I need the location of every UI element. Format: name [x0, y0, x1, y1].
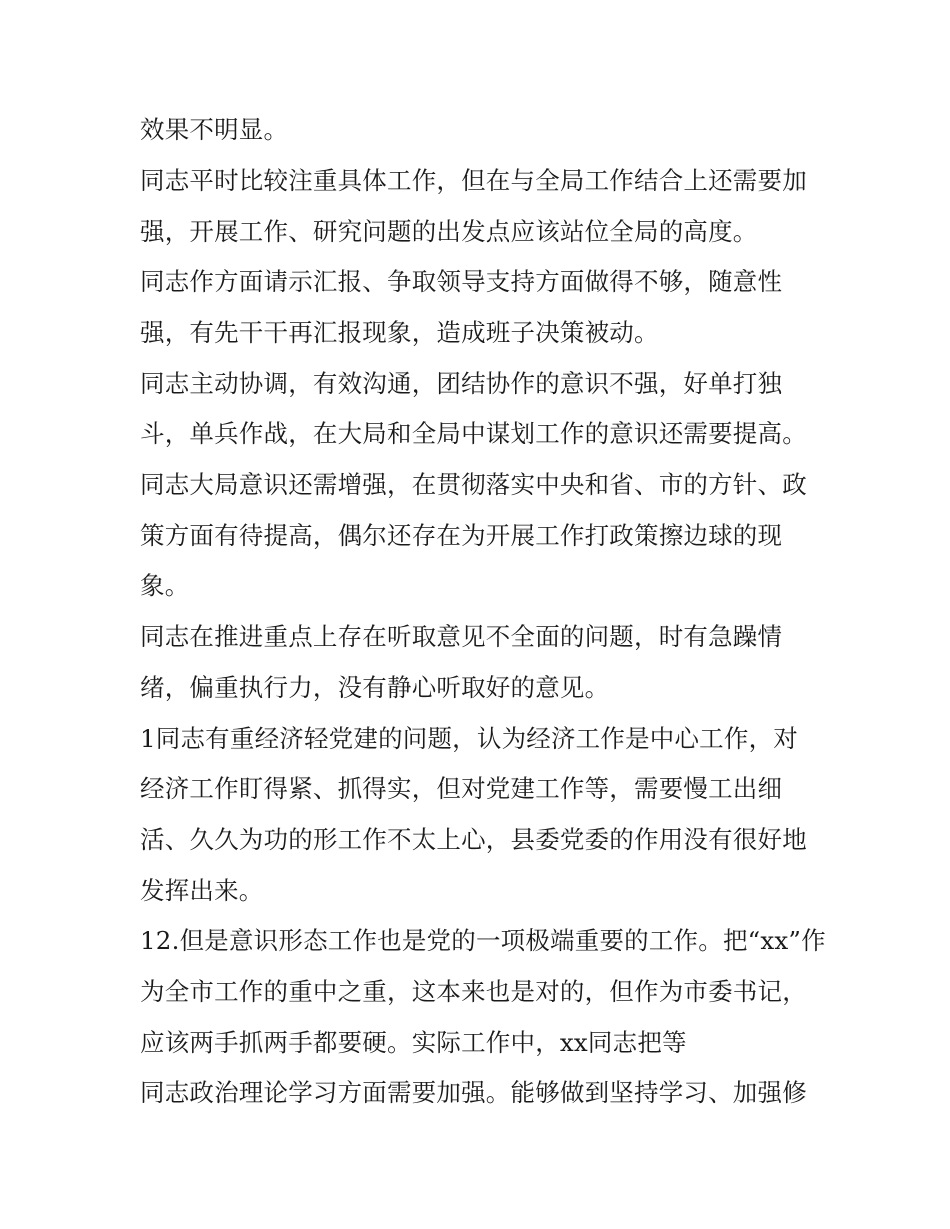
text-line: 为全市工作的重中之重，这本来也是对的，但作为市委书记，: [140, 977, 807, 1006]
text-line: 同志在推进重点上存在听取意见不全面的问题，时有急躁情: [140, 622, 783, 651]
text-line: 象。: [140, 571, 190, 600]
text-line: 应该两手抓两手都要硬。实际工作中，xx同志把等: [140, 1028, 687, 1057]
text-line: 活、久久为功的形工作不太上心，县委党委的作用没有很好地: [140, 825, 807, 854]
text-line: 强，开展工作、研究问题的出发点应该站位全局的高度。: [140, 217, 758, 246]
text-line: 效果不明显。: [140, 115, 289, 144]
text-line: 同志大局意识还需增强，在贯彻落实中央和省、市的方针、政: [140, 470, 807, 499]
text-line: 策方面有待提高，偶尔还存在为开展工作打政策擦边球的现: [140, 521, 783, 550]
text-line: 同志平时比较注重具体工作，但在与全局工作结合上还需要加: [140, 166, 807, 195]
text-line: 经济工作盯得紧、抓得实，但对党建工作等，需要慢工出细: [140, 774, 783, 803]
text-line: 斗，单兵作战，在大局和全局中谋划工作的意识还需要提高。: [140, 419, 807, 448]
text-line: 强，有先干干再汇报现象，造成班子决策被动。: [140, 318, 659, 347]
text-line: 同志作方面请示汇报、争取领导支持方面做得不够，随意性: [140, 267, 783, 296]
text-line: 同志主动协调，有效沟通，团结协作的意识不强，好单打独: [140, 369, 783, 398]
text-line: 发挥出来。: [140, 876, 264, 905]
text-line: 1同志有重经济轻党建的问题，认为经济工作是中心工作，对: [140, 724, 798, 753]
text-line: 12.但是意识形态工作也是党的一项极端重要的工作。把“xx”作: [140, 926, 826, 955]
text-line: 绪，偏重执行力，没有静心听取好的意见。: [140, 673, 610, 702]
text-line: 同志政治理论学习方面需要加强。能够做到坚持学习、加强修: [140, 1078, 807, 1107]
